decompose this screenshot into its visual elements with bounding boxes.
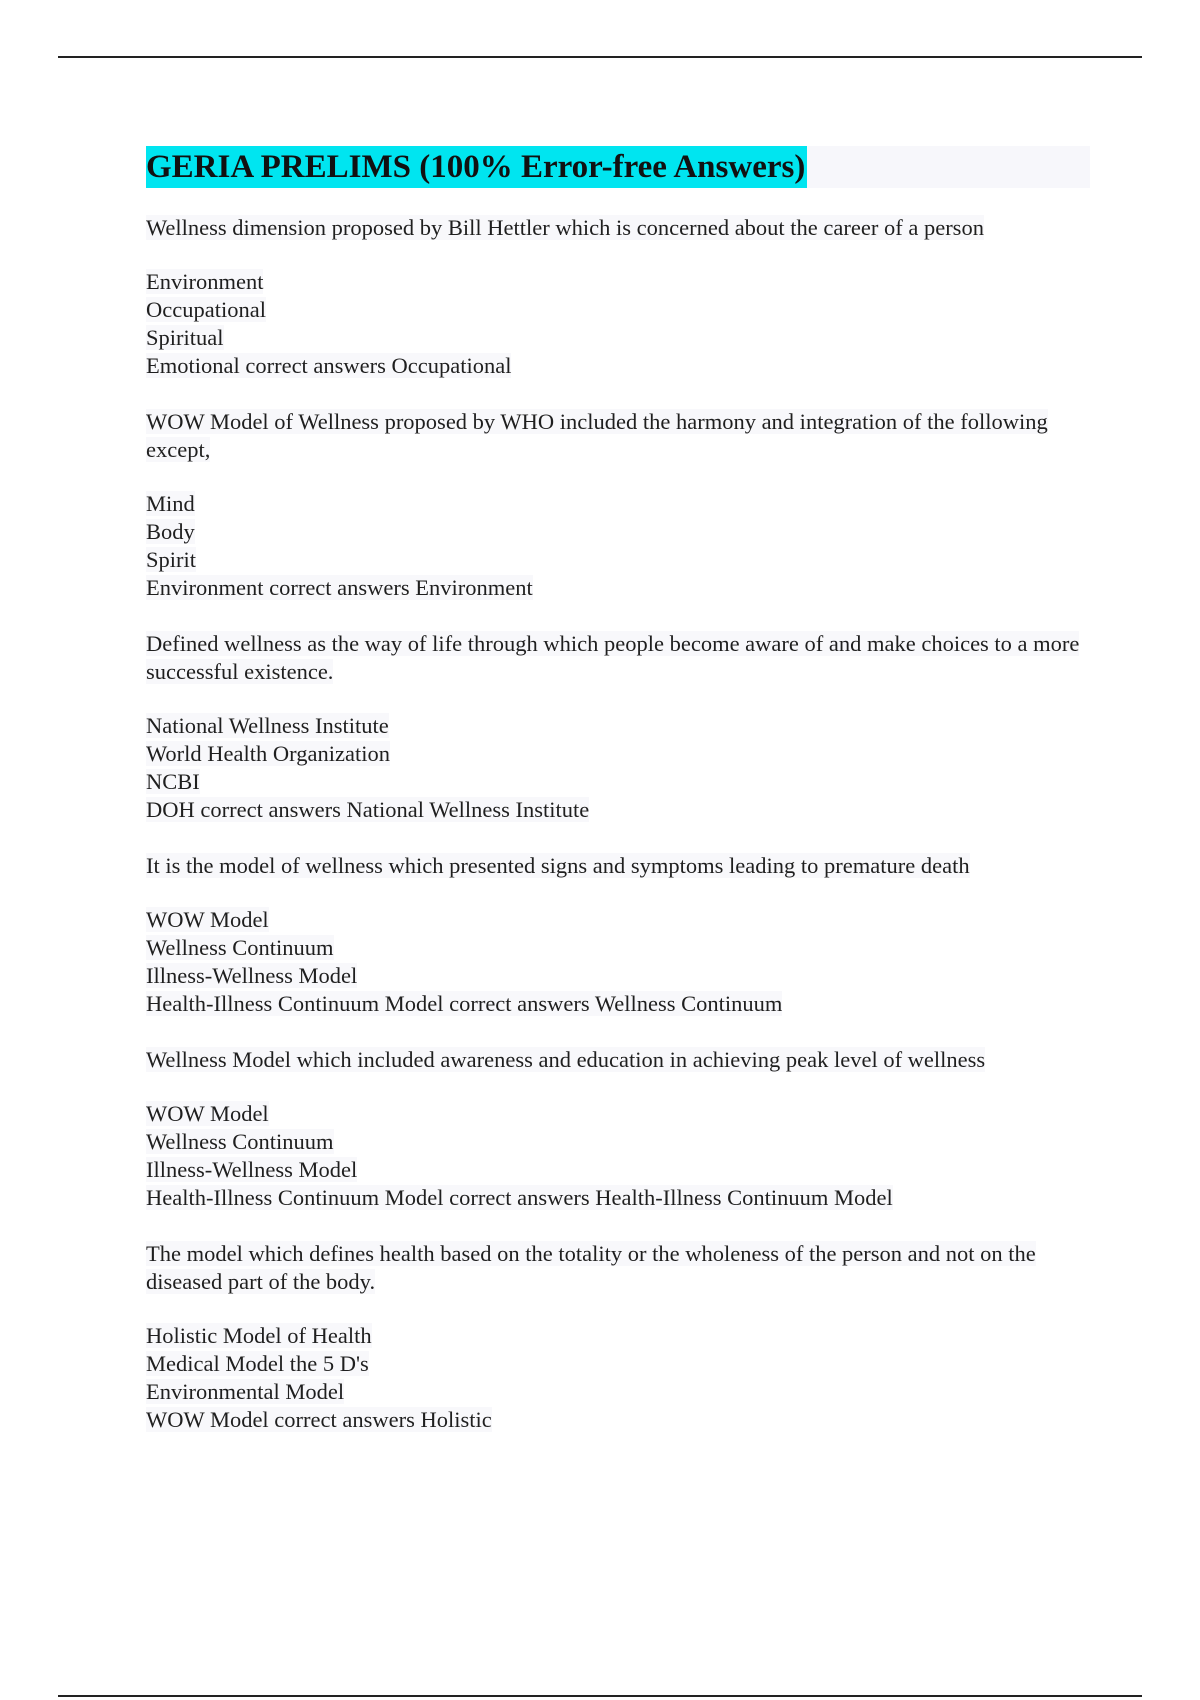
question-text-1: Wellness dimension proposed by Bill Hettler which is concerned about the career of a person — [146, 215, 984, 240]
bottom-rule — [58, 1695, 1142, 1697]
option-item: Mind — [146, 491, 195, 516]
option-item: Wellness Continuum — [146, 1129, 334, 1154]
question-block-6 — [146, 1240, 1090, 1434]
question-text-3: Defined wellness as the way of life through which people become aware of and make choices to a more successful existence. — [146, 631, 1080, 684]
options-list-3 — [146, 712, 1090, 824]
option-item: National Wellness Institute — [146, 713, 389, 738]
options-list-2 — [146, 490, 1090, 602]
document-page — [146, 146, 1090, 1434]
title-bar — [146, 146, 1090, 188]
option-answer: Health-Illness Continuum Model correct answers Health-Illness Continuum Model — [146, 1185, 893, 1210]
question-block-3 — [146, 630, 1090, 824]
question-text-5: Wellness Model which included awareness and education in achieving peak level of wellness — [146, 1047, 986, 1072]
option-item: Illness-Wellness Model — [146, 1157, 358, 1182]
question-block-1 — [146, 214, 1090, 380]
option-item: Wellness Continuum — [146, 935, 334, 960]
question-text-2: WOW Model of Wellness proposed by WHO included the harmony and integration of the following except, — [146, 409, 1048, 462]
option-item: NCBI — [146, 769, 200, 794]
option-answer: Health-Illness Continuum Model correct answers Wellness Continuum — [146, 991, 783, 1016]
option-item: WOW Model — [146, 907, 269, 932]
options-list-1 — [146, 268, 1090, 380]
option-item: Environment — [146, 269, 264, 294]
option-item: Holistic Model of Health — [146, 1323, 372, 1348]
question-block-4 — [146, 852, 1090, 1018]
option-item: WOW Model — [146, 1101, 269, 1126]
option-answer: DOH correct answers National Wellness Institute — [146, 797, 590, 822]
option-answer: WOW Model correct answers Holistic — [146, 1407, 492, 1432]
top-rule — [58, 56, 1142, 58]
option-item: Environmental Model — [146, 1379, 345, 1404]
question-block-2 — [146, 408, 1090, 602]
option-answer: Environment correct answers Environment — [146, 575, 533, 600]
question-text-6: The model which defines health based on the totality or the wholeness of the person and not on the diseased part of the body. — [146, 1241, 1036, 1294]
option-item: Body — [146, 519, 195, 544]
options-list-5 — [146, 1100, 1090, 1212]
options-list-6 — [146, 1322, 1090, 1434]
question-text-4: It is the model of wellness which presented signs and symptoms leading to premature death — [146, 853, 970, 878]
options-list-4 — [146, 906, 1090, 1018]
option-item: Occupational — [146, 297, 266, 322]
option-item: Illness-Wellness Model — [146, 963, 358, 988]
question-block-5 — [146, 1046, 1090, 1212]
option-item: World Health Organization — [146, 741, 390, 766]
option-item: Spiritual — [146, 325, 224, 350]
option-answer: Emotional correct answers Occupational — [146, 353, 512, 378]
option-item: Spirit — [146, 547, 197, 572]
document-title: GERIA PRELIMS (100% Error-free Answers) — [146, 146, 807, 188]
option-item: Medical Model the 5 D's — [146, 1351, 369, 1376]
